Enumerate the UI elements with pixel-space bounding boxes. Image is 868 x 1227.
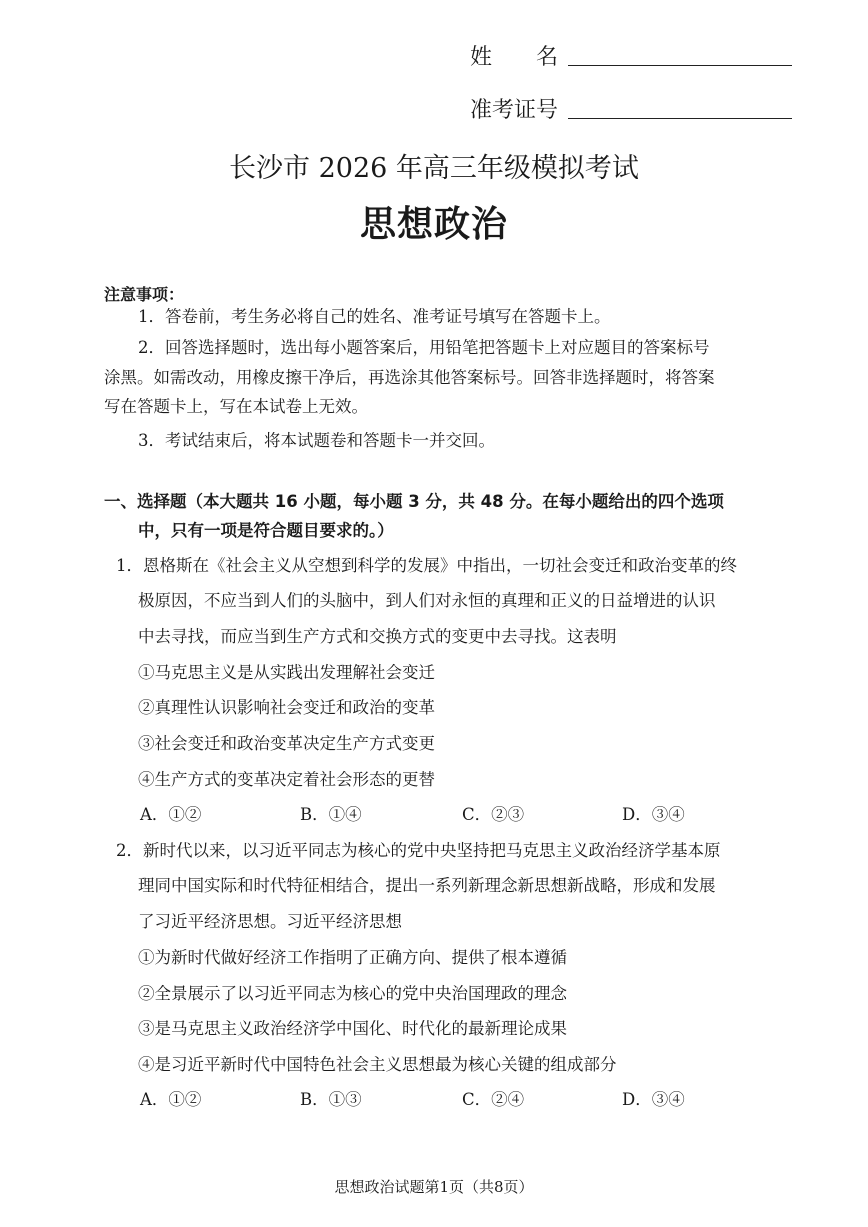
notice-line: 3．考试结束后，将本试题卷和答题卡一并交回。 bbox=[138, 431, 495, 450]
question-2-item: ①为新时代做好经济工作指明了正确方向、提供了根本遵循 bbox=[138, 948, 567, 967]
question-2-text: 了习近平经济思想。习近平经济思想 bbox=[138, 912, 402, 931]
page-footer: 思想政治试题第1页（共8页） bbox=[334, 1178, 534, 1196]
question-2-option-c[interactable]: C．②④ bbox=[462, 1090, 525, 1109]
question-1-text: 极原因，不应当到人们的头脑中，到人们对永恒的真理和正义的日益增进的认识 bbox=[138, 591, 716, 610]
question-1-text: 中去寻找，而应当到生产方式和交换方式的变更中去寻找。这表明 bbox=[138, 627, 617, 646]
question-2-text: 理同中国实际和时代特征相结合，提出一系列新理念新思想新战略，形成和发展 bbox=[138, 876, 716, 895]
question-1-option-a[interactable]: A．①② bbox=[140, 805, 202, 824]
question-1-item: ③社会变迁和政治变革决定生产方式变更 bbox=[138, 734, 435, 753]
question-1-option-d[interactable]: D．③④ bbox=[622, 805, 685, 824]
question-2-option-d[interactable]: D．③④ bbox=[622, 1090, 685, 1109]
question-2-item: ③是马克思主义政治经济学中国化、时代化的最新理论成果 bbox=[138, 1019, 567, 1038]
exam-title: 长沙市 2026 年高三年级模拟考试 bbox=[229, 153, 639, 184]
question-1-option-c[interactable]: C．②③ bbox=[462, 805, 525, 824]
notice-line: 2．回答选择题时，选出每小题答案后，用铅笔把答题卡上对应题目的答案标号 bbox=[138, 338, 710, 357]
question-1-text: 1．恩格斯在《社会主义从空想到科学的发展》中指出，一切社会变迁和政治变革的终 bbox=[116, 556, 737, 575]
subject-title: 思想政治 bbox=[359, 204, 508, 245]
question-2-text: 2．新时代以来，以习近平同志为核心的党中央坚持把马克思主义政治经济学基本原 bbox=[116, 841, 721, 860]
notice-line: 写在答题卡上，写在本试卷上无效。 bbox=[104, 397, 368, 416]
question-2-option-b[interactable]: B．①③ bbox=[300, 1090, 362, 1109]
question-1-item: ②真理性认识影响社会变迁和政治的变革 bbox=[138, 698, 435, 717]
notice-line: 涂黑。如需改动，用橡皮擦干净后，再选涂其他答案标号。回答非选择题时，将答案 bbox=[104, 368, 715, 387]
question-1-item: ①马克思主义是从实践出发理解社会变迁 bbox=[138, 663, 435, 682]
notice-line: 1．答卷前，考生务必将自己的姓名、准考证号填写在答题卡上。 bbox=[138, 307, 611, 326]
question-2-item: ②全景展示了以习近平同志为核心的党中央治国理政的理念 bbox=[138, 984, 567, 1003]
name-field-line[interactable] bbox=[568, 65, 792, 66]
question-2-item: ④是习近平新时代中国特色社会主义思想最为核心关键的组成部分 bbox=[138, 1055, 617, 1074]
section-heading-cont: 中，只有一项是符合题目要求的。） bbox=[138, 521, 394, 540]
section-heading: 一、选择题（本大题共 16 小题，每小题 3 分，共 48 分。在每小题给出的四个选项 bbox=[104, 492, 724, 511]
exam-id-field-line[interactable] bbox=[568, 118, 792, 119]
question-1-item: ④生产方式的变革决定着社会形态的更替 bbox=[138, 770, 435, 789]
exam-id-label: 准考证号 bbox=[470, 98, 559, 123]
question-2-option-a[interactable]: A．①② bbox=[140, 1090, 202, 1109]
question-1-option-b[interactable]: B．①④ bbox=[300, 805, 362, 824]
notice-heading: 注意事项： bbox=[104, 285, 185, 304]
name-label: 姓 名 bbox=[470, 45, 559, 70]
